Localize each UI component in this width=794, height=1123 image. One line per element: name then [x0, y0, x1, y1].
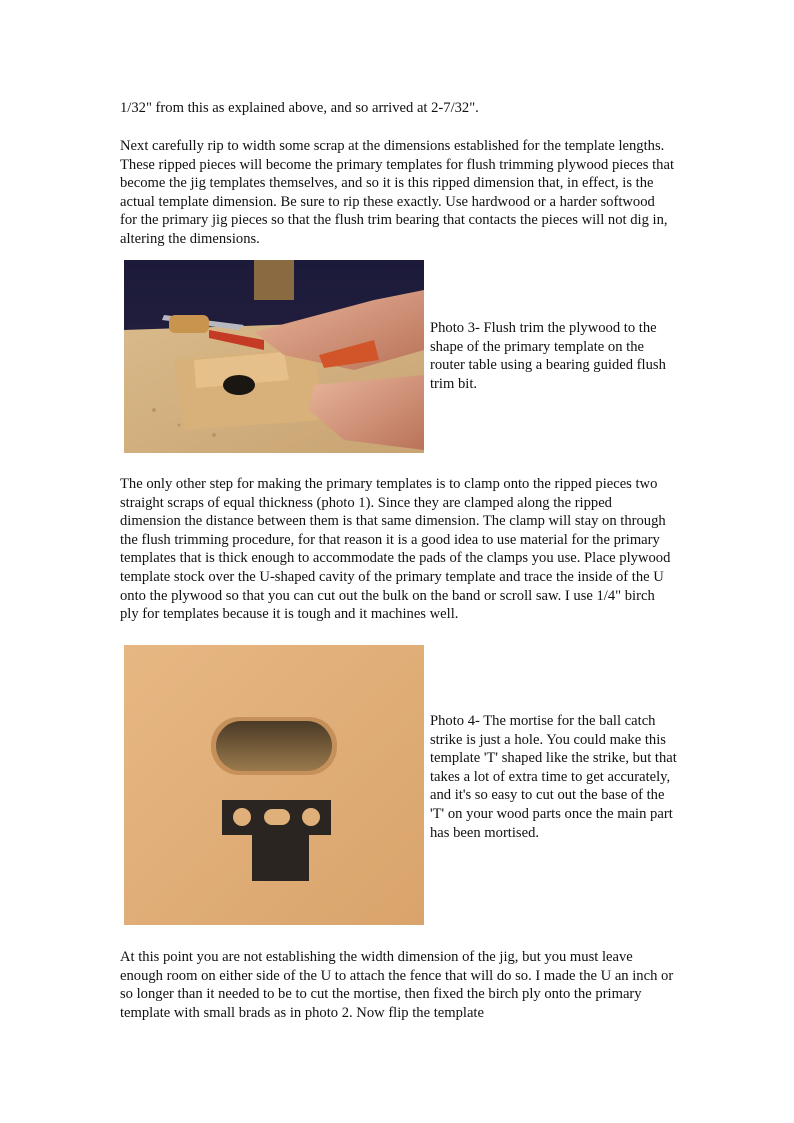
photo-3-flush-trim [124, 260, 424, 453]
photo-3-caption: Photo 3- Flush trim the plywood to the shape of the primary template on the router table using a bearing guided flush trim bit. [430, 320, 666, 392]
paragraph-2: Next carefully rip to width some scrap at the dimensions established for the template lengths. These ripped pieces will become the primary templates for flush trimming plywood pieces that become the jig templates themselves, and so it is this ripped dimension that, in effect, is the actual template dimension. Be sure to rip these exactly. Use hardwood or a harder softwood for the primary jig pieces so that the flush trim bearing that contacts the pieces will not dig in, altering the dimensions. [120, 138, 674, 247]
paragraph-4: At this point you are not establishing the width dimension of the jig, but you must leave enough room on either side of the U to attach the fence that will do so. I made the U an inch or so longer than it needed to be to cut the mortise, then fixed the birch ply onto the primary template with small brads as in photo 2. Now flip the template [120, 949, 674, 1021]
photo-4-caption: Photo 4- The mortise for the ball catch strike is just a hole. You could make this template 'T' shaped like the strike, but that takes a lot of extra time to get accurately, and it's so easy to cut out the base of the 'T' on your wood parts once the main part has been mortised. [430, 713, 677, 841]
photo-4-mortise-strike [124, 645, 424, 925]
paragraph-3: The only other step for making the primary templates is to clamp onto the ripped pieces two straight scraps of equal thickness (photo 1). Since they are clamped along the ripped dimension the distance between them is that same dimension. The clamp will stay on through the flush trimming procedure, for that reason it is a good idea to use material for the primary templates that is thick enough to accommodate the pads of the clamps you use. Place plywood template stock over the U-shaped cavity of the primary template and trace the inside of the U onto the plywood so that you can cut out the bulk on the band or scroll saw. I use 1/4" birch ply for templates because it is tough and it machines well. [120, 476, 671, 623]
paragraph-1: 1/32" from this as explained above, and so arrived at 2-7/32". [120, 100, 479, 116]
